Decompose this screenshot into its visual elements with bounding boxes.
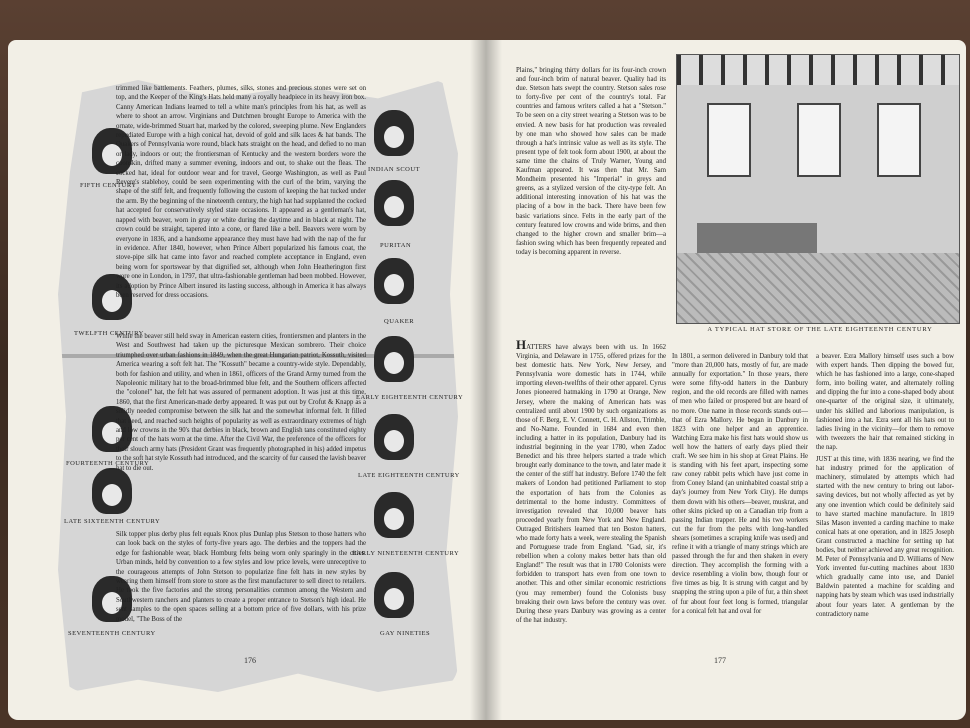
open-book [8, 40, 966, 720]
ceiling-beams [677, 55, 959, 85]
label-puritan: PURITAN [380, 242, 412, 249]
hat-figure-early-eighteenth-century [374, 336, 414, 382]
illustration-caption: A TYPICAL HAT STORE OF THE LATE EIGHTEENTH CENTURY [707, 326, 933, 333]
paragraph-ezra-mallory: a beaver. Ezra Mallory himself uses such a bow with expert hands. Then dipping the bowed fur, which he has fashioned into a large, cone-shaped form, into boiling water, and alternately rolling and dipping the fur into a cone-shaped body about one-quarter of the original size, it ultimately, under his skilled and laborious manipulation, is fashioned into a hat. Ezra sent all his hats out to ladies living in the vicinity—for them to remove with tweezers the hair that remained sticking in the nap. [816, 353, 954, 451]
hat-figure-indian-scout [374, 110, 414, 156]
paragraph-sombrero-derby: While the beaver still held sway in American eastern cities, frontiersmen and planters in the West and Southwest had taken up the picturesque Mexican sombrero. Their choice triumphed over urban fashions in 1849, when the great Hungarian patriot, Kossuth, visited America wearing a soft felt hat. The "Kossuth" became a country-wide style. Dependably, both for fashion and utility, and when in 1861, officers of the Grand Army turned from the Napoleonic military hat to the broad-brimmed blue felt, and the Southern officers affected the "colonel" hat, the felt hat was assured of permanent adoption. It was just at this time, 1860, that the first American-made derby appeared. It was put out by Crofut & Knapp as a solidly needed compromise between the silk hat and the somewhat informal felt. It filled that need, and reached such heights of popularity as well as extraordinary extremes of high and low crowns in the 90's that derbies in black, brown and English tans constituted eighty per cent of the hats worn at the time. After the Civil War, the preference of the officers for their slouch army hats (President Grant was frequently photographed in his) added impetus to the soft hat style Kossuth had introduced, and the scarcity of fur caused the lavish beaver hat to die out. [116, 333, 366, 472]
right-column-1 [516, 66, 666, 336]
label-fourteenth-century: FOURTEENTH CENTURY [66, 460, 150, 467]
right-page [486, 40, 966, 720]
drop-cap-h: H [516, 340, 527, 352]
paragraph-plains: Plains," bringing thirty dollars for its four-inch crown and four-inch brim of natural beaver. Quality had its due. Stetson hats swept the country. Stetson sales rose to forty-five per cent of the country's total. Far countries and famous writers called a hat a "Stetson." To be seen on a city street wearing a Stetson was to be envied. A new basis for hat production was revealed by one man who showed how sales can be made through a hat's intrinsic value as well as its style. The present type of felt took form about 1900, at about the same time the chains of Truly Warner, Young and Kaufman appeared. It was then that Mr. Sam Mondheim presented his "Imperial" in greys and greens, as a stylized version of the city-type felt. An additional interesting innovation of his hat was the placing of a bow in the back. There have been few basic variations since. Felts in the early part of the century featured low crowns and wide brims, and then changed to the higher crown and smaller brim—a fashion swing which has been frequently repeated and today is becoming apparent in reverse. [516, 67, 666, 256]
label-late-eighteenth-century: LATE EIGHTEENTH CENTURY [358, 472, 460, 479]
hat-figure-puritan [374, 180, 414, 226]
paragraph-danbury: In 1801, a sermon delivered in Danbury told that "more than 20,000 hats, mostly of fur, are made annually for exportation." In those years, there were some fifty-odd hatters in the Danbury region, and the old records are filled with names of men who failed or prospered but are heard of no more. One name in those records stands out—that of Ezra Mallory. He began in Danbury in 1823 with one helper and an apprentice. Watching Ezra make his first hats would show us well how the hatters of early days plied their craft. We see him in his shop at Great Plains. He is standing with his feet apart, inspecting some raw coney rabbit pelts which have just come in from Coney Island (an uninhabited coastal strip a day's journey from New York City). He dumps them down with his others—beaver, muskrat, and other skins picked up on a Canadian trip from a passing Indian trapper. He and his two workers cut the fur from the pelts with long-handled shears (sometimes a scraping knife was used) and refine it with a triangle of many strings which are passed through the fur and then shaken in every direction. They accomplish the forming with a device resembling a violin bow, though four or five times as big. It is strung with catgut and by snapping the string upon a pile of fur, a thin sheet of fur about four feet long is formed, triangular for a conical felt hat and oval for [672, 353, 808, 615]
paragraph-machinery: JUST at this time, with 1836 nearing, we find the hat industry primed for the application of machinery, stimulated by attempts which had started with the new century to bring out labor-saving devices, but not wholly affected as yet by any one invention which could be definitely said to have started machine manufacture. In 1819 Silas Mason invented a carding machine to make conical hats at one operation, and in 1825 Joseph Grant constructed a machine for setting up hat bodies, but neither achieved any great recognition. M. Peter of Pennsylvania and D. Williams of New York invented fur-cutting machines about 1830 which gradually came into use, and Daniel Baldwin patented a machine for scalding and napping hats by steam which was used industrially about four years later. A gentleman by the contradictory name [816, 456, 954, 618]
right-column-3 [672, 352, 808, 670]
label-twelfth-century: TWELFTH CENTURY [74, 330, 144, 337]
label-early-nineteenth-century: EARLY NINETEENTH CENTURY [352, 550, 460, 557]
hat-store-engraving [676, 54, 960, 324]
label-indian-scout: INDIAN SCOUT [368, 166, 421, 173]
label-early-eighteenth-century: EARLY EIGHTEENTH CENTURY [356, 394, 464, 401]
page-number-left: 176 [244, 656, 256, 665]
paragraph-history: trimmed like battlements. Feathers, plumes, silks, stones and precious stones were set on top, and the Keeper of the King's Hats held many a royally headpiece in its heavy iron box. Canny American Indians learned to tell a white man's principles from his hat, as well as where to shoot an arrow. Virginians and Dutchmen brought Europe to America with the ornate, wide-brimmed Stuart hat, marked by the colored, sweeping plume. New Englanders repudiated Europe with a high conical hat, devoid of gold and silk laces & hat bands. The Quakers of Pennsylvania wore round, black hats straight on the head, and defied to no man or lady, indoors or out; the frontiersman of Kentucky and the western borders wore the coonskin, drifted many a summer evening, indoors and out, to shake out the fleas. The cocked hat, ideal for outdoor wear and for travel, George Washington, as well as Paul Revere's stablehoy, could be seen experimenting with the curl of the brim, varying the shape of the stiff felt, and frequently following the custom of keeping the hat tucked under the arm. By the beginning of the nineteenth century, the high hat had supplanted the cocked hat accepted for conservatively styled state occasions. It appeared as a gentleman's hat, napped with beaver, worn in gray or white during the daytime and in black at night. The crown could be straight, tapered into a cone, or flared like a bell. Beavers were worn by everyone in 1836, and a handsome appearance they must have had with the nap of the fur in evidence. After 1840, however, when Prince Albert popularized his famous coat, the stove-pipe silk hat came into favor and reached complete acceptance in England, even being worn for sportswear by that dignified set, although when John Heatherington first wore one in London, in 1797, that ultra-fashionable gentleman had been mobbed. However, its adoption by Prince Albert insured its lasting success, although in America it has always been reserved for dress occasions. [116, 85, 366, 299]
tiled-floor [677, 253, 959, 323]
paragraph-hatters [516, 340, 666, 625]
book-gutter [470, 40, 502, 720]
paragraph-hatters-text: ATTERS have always been with us. In 1662 Virginia, and Delaware in 1755, offered prizes for the best domestic hats. New York, New Jersey, and Pennsylvania wore domestic hats in 1744, while importing eleven-twelfths of their other apparel. Cyrus Jones pioneered hatmaking in 1790 at Orange, New Jersey, where the making of American hats was centralized until about 1900 by such organizations as those of F. Berg, E. V. Connett, C. H. Allston, Trimble, and No-Name. Founded in 1684 and even then including a hatter in its population, Danbury had its industrial beginning in the year 1780, when Zadoc Benedict and his three helpers started a trade which brought early dominance to the town, and later made it the center of the stiff hat industry. Before 1740 the felt makers of London had petitioned Parliament to stop the exportation of hats from the Colonies as detrimental to the home industry. Committees of investigation revealed that 10,000 beaver hats proceeded yearly from New York and New England. Outraged Britishers learned that ten Boston hatters, who made forty hats a week, were stealing the Spanish and Portuguese trade from England. "Gad, sir, it's rebellion when a colony makes better hats than old England!" The result was that in 1780 Colonists were forbidden to transport hats even from one town to another. This and other similar economic restrictions (you may remember) found the Colonists busy breaking their own laws before the century was over. During these years Danbury was growing as a center of the hat industry. [516, 344, 666, 624]
hat-figure-quaker [374, 258, 414, 304]
label-seventeenth-century: SEVENTEENTH CENTURY [68, 630, 156, 637]
right-column-4 [816, 352, 954, 670]
left-page [8, 40, 486, 720]
paragraph-stetson: Silk topper plus derby plus felt equals Knox plus Dunlap plus Stetson to those hatters who can look back on the styles of forty-five years ago. The derbies and the toppers had the edge for fashionable wear, black Homburg felts being worn only sparingly in the cities. Urban minds, held by convention to a few styles and low price levels, were unreceptive to the courageous attempts of John Stetson to popularize fine felt hats in new styles by wearing them himself from store to store as the first manufacturer to sell direct to retailers. He took the five factories and the strong personalities common among the Western and Southwestern ranchers and planters to create a proper entrance to Stetson's high ideal. He sent samples to the open spaces selling at a bottom price of five dollars, with his prize model, "The Boss of the [116, 531, 366, 623]
label-gay-nineties: GAY NINETIES [380, 630, 431, 637]
window-left [707, 103, 751, 177]
window-center [797, 103, 841, 177]
hat-figure-late-eighteenth-century [374, 414, 414, 460]
hat-figure-early-nineteenth-century [374, 492, 414, 538]
label-fifth-century: FIFTH CENTURY [80, 182, 137, 189]
hat-figure-gay-nineties [374, 572, 414, 618]
left-page-text [116, 84, 366, 638]
label-quaker: QUAKER [384, 318, 415, 325]
page-number-right: 177 [714, 656, 726, 665]
label-late-sixteenth-century: LATE SIXTEENTH CENTURY [64, 518, 161, 525]
right-column-2 [516, 340, 666, 670]
window-right [877, 103, 921, 177]
